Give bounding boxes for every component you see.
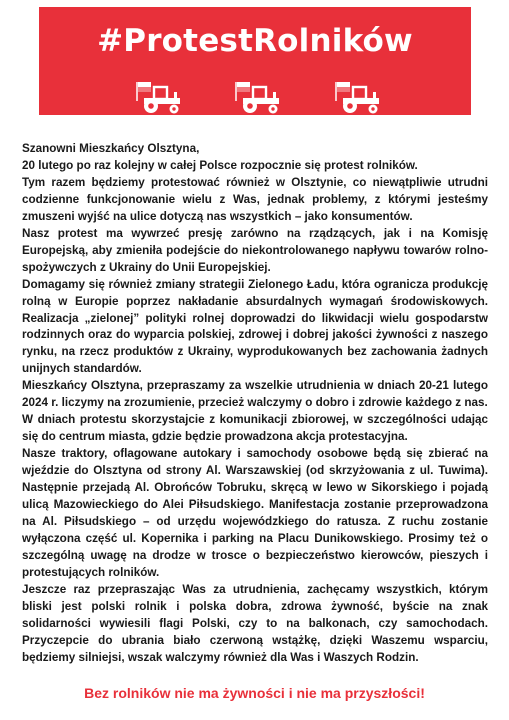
letter-paragraph: Tym razem będziemy protestować również w Olsztynie, co niewątpliwie utrudni codzienne funkcjonowanie wielu z Was, jednak problemy, z którymi jesteśmy zmuszeni wyjść na ulice dotyczą nas wszystkich – jako konsumentów. (22, 175, 488, 223)
tractor-icons-row (39, 79, 471, 115)
footer-slogan: Bez rolników nie ma żywności i nie ma przyszłości! (84, 685, 425, 701)
letter-paragraph: Domagamy się również zmiany strategii Zielonego Ładu, która ogranicza produkcję rolną w Europie poprzez nakładanie absurdalnych wymagań środowiskowych. Realizacja „zielonej” polityki rolnej doprowadzi do likwidacji wielu gospodarstw rodzinnych oraz do wyparcia polskiej, zdrowej i dobrej jakości żywności z naszego rynku, na rzecz produktów z Ukrainy, wyprodukowanych bez zachowania żadnych unijnych standardów. (22, 277, 488, 376)
letter-paragraph: Mieszkańcy Olsztyna, przepraszamy za wszelkie utrudnienia w dniach 20-21 lutego 2024 r. liczymy na zrozumienie, przecież walczymy o dobro i zdrowie każdego z nas. (22, 379, 488, 410)
letter-paragraph: Nasz protest ma wywrzeć presję zarówno na rządzących, jak i na Komisję Europejską, aby zmieniła podejście do niekontrolowanego napływu towarów rolno-spożywczych z Ukrainy do Unii Europejskiej. (22, 226, 488, 274)
tractor-with-flag-icon (128, 79, 184, 115)
open-letter (22, 141, 488, 667)
campaign-hashtag-title: #ProtestRolników (97, 23, 413, 59)
letter-paragraph: W dniach protestu skorzystajcie z komunikacji zbiorowej, w szczególności udając się do centrum miasta, gdzie będzie prowadzona akcja protestacyjna. (22, 413, 488, 444)
letter-paragraph: 20 lutego po raz kolejny w całej Polsce rozpocznie się protest rolników. (22, 158, 418, 172)
header-banner (39, 7, 471, 115)
letter-greeting: Szanowni Mieszkańcy Olsztyna, (22, 142, 200, 155)
letter-paragraph: Nasze traktory, oflagowane autokary i samochody osobowe będą się zbierać na wjeździe do Olsztyna od strony Al. Warszawskiej (od skrzyżowania z ul. Tuwima). Następnie przejadą Al. Obrońców Tobruku, skręcą w lewo w Sikorskiego i pojadą ulicą Mazowieckiego do Alei Piłsudskiego. Manifestacja zostanie przeprowadzona na Al. Piłsudskiego – od urzędu wojewódzkiego do ratusza. Z ruchu zostanie wyłączona część ul. Kopernika i parking na Placu Dunikowskiego. Prosimy też o szczególną uwagę na drodze w trosce o bezpieczeństwo kierowców, pieszych i protestujących rolników. (22, 447, 488, 579)
tractor-with-flag-icon (227, 79, 283, 115)
tractor-with-flag-icon (327, 79, 383, 115)
letter-paragraph: Jeszcze raz przepraszając Was za utrudnienia, zachęcamy wszystkich, którym bliski jest polski rolnik i polska dobra, zdrowa żywność, byście na znak solidarności wywiesili flagi Polski, czy to na balkonach, czy samochodach. Przyczepcie do ubrania biało czerwoną wstążkę, dzięki Waszemu wsparciu, będziemy silniejsi, wszak walczymy również dla Was i Waszych Rodzin. (22, 582, 488, 664)
